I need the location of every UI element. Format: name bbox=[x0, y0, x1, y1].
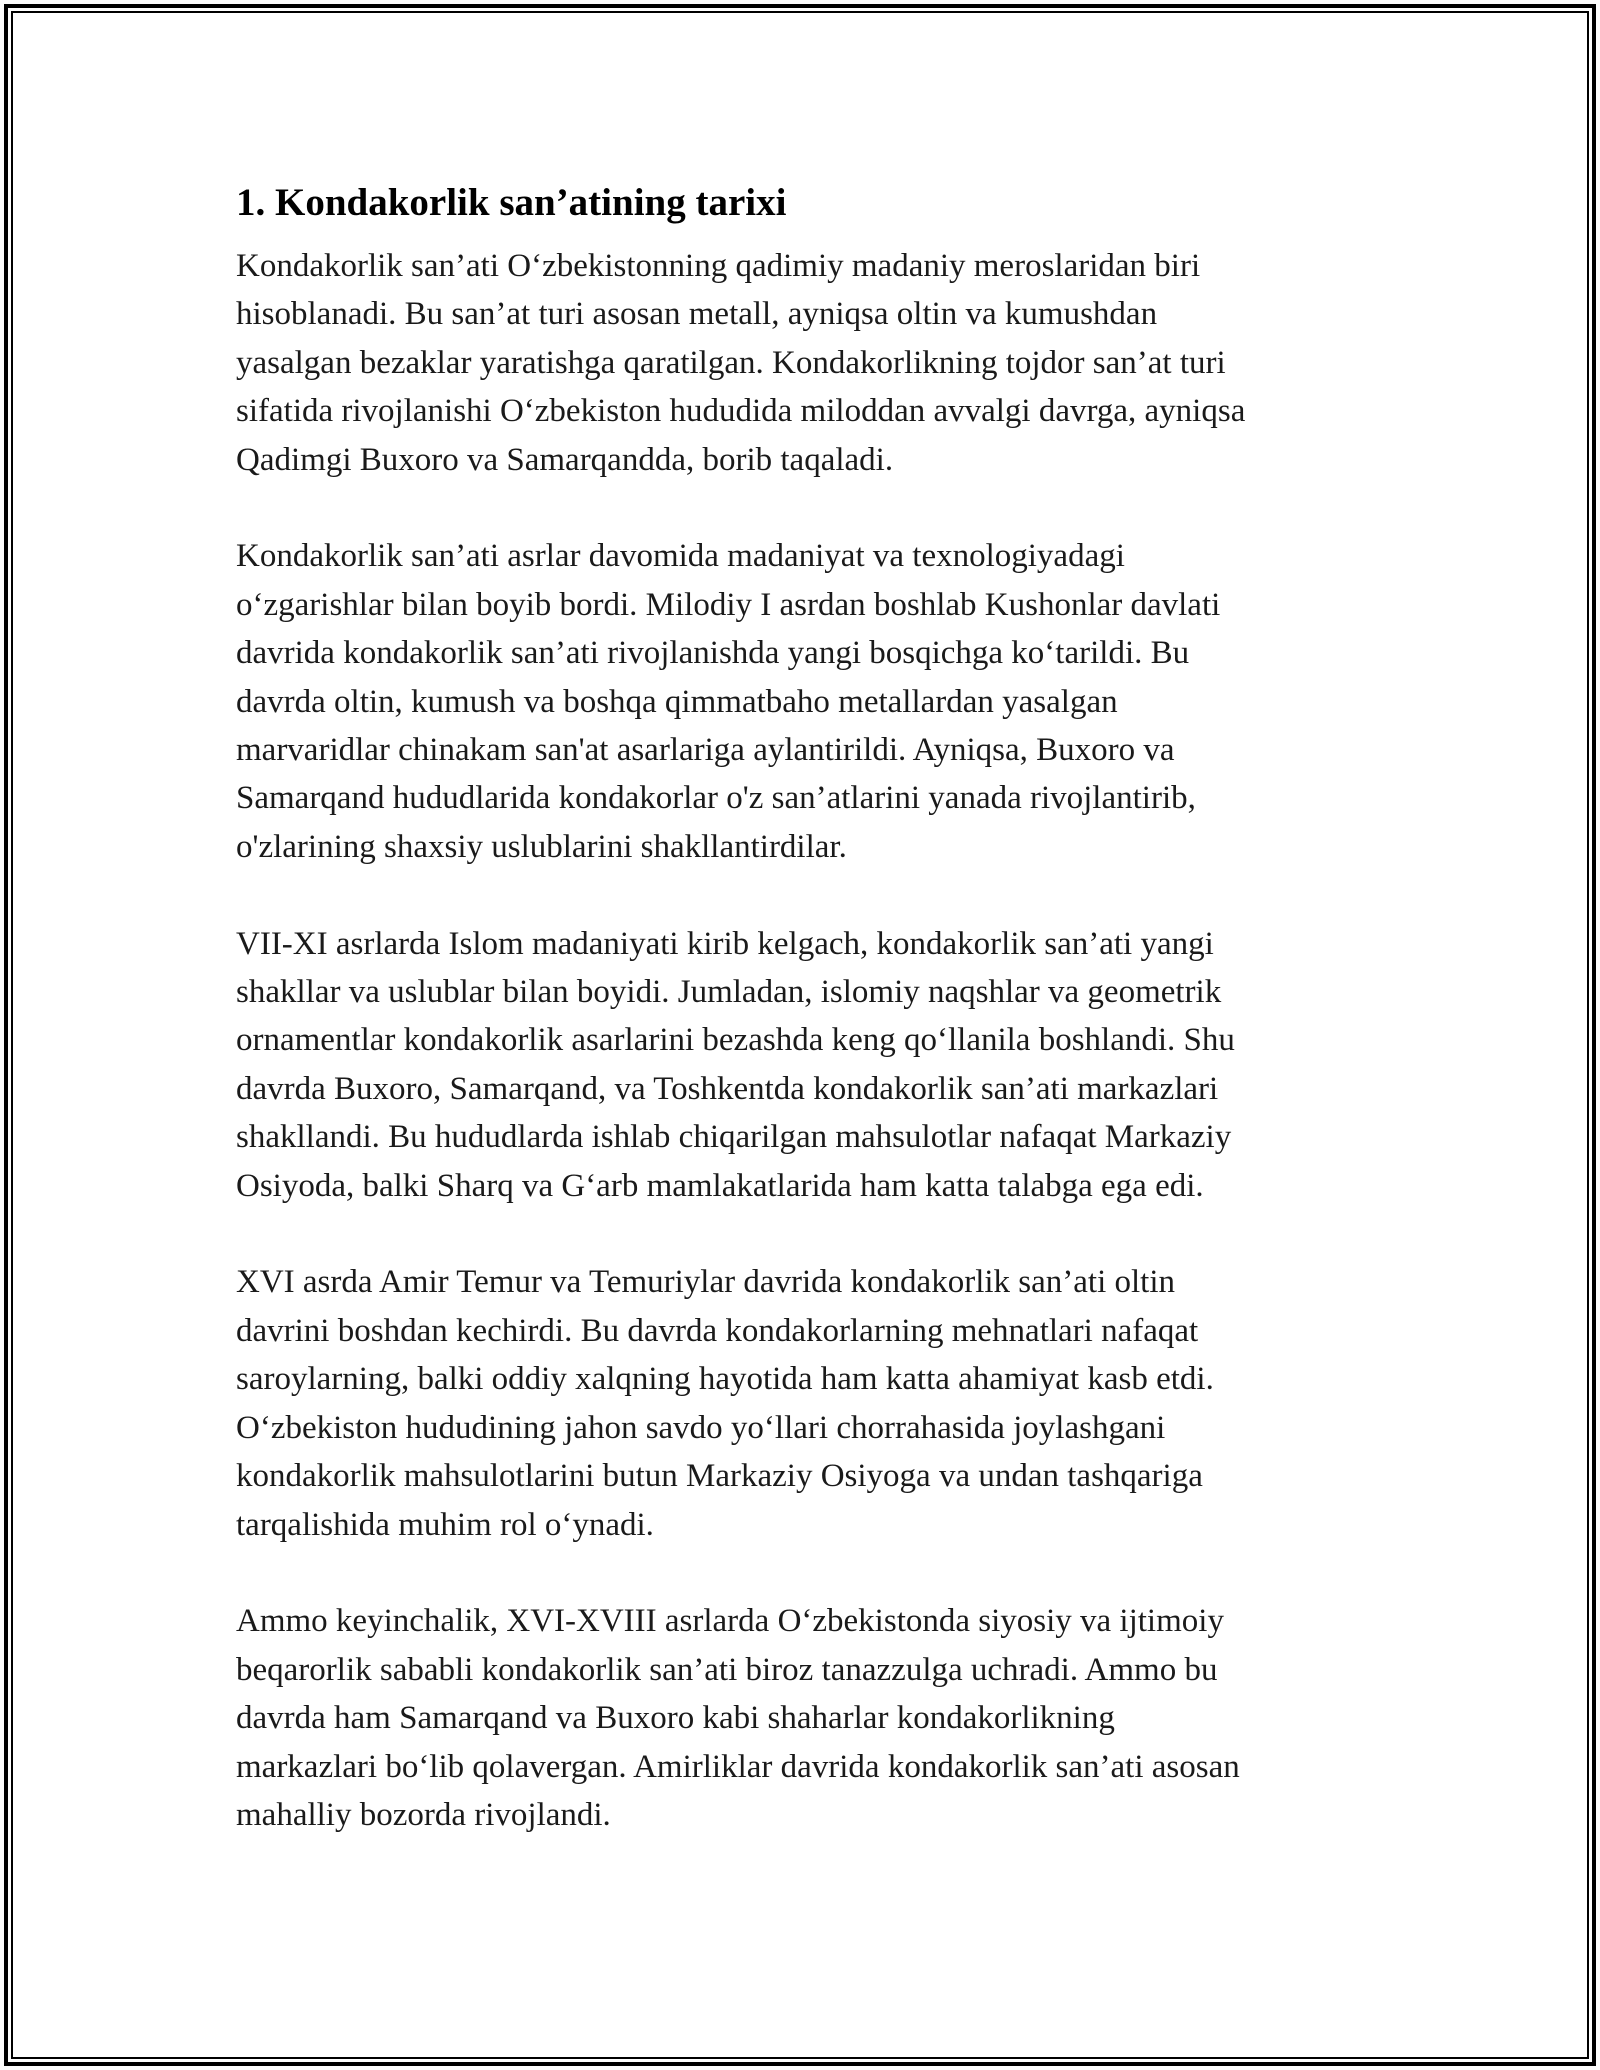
paragraph-line: shakllandi. Bu hududlarda ishlab chiqarilgan mahsulotlar nafaqat Markaziy bbox=[236, 1119, 1232, 1156]
paragraph-line: hisoblanadi. Bu san’at turi asosan metall, ayniqsa oltin va kumushdan bbox=[236, 296, 1158, 333]
document-title: 1. Kondakorlik san’atining tarixi bbox=[236, 181, 787, 224]
paragraph-line: Qadimgi Buxoro va Samarqandda, borib taqaladi. bbox=[236, 441, 894, 478]
paragraph-line: tarqalishida muhim rol o‘ynadi. bbox=[236, 1506, 654, 1543]
paragraph-1 bbox=[236, 242, 1376, 484]
paragraph-line: VII-XI asrlarda Islom madaniyati kirib kelgach, kondakorlik san’ati yangi bbox=[236, 925, 1214, 962]
paragraph-line: yasalgan bezaklar yaratishga qaratilgan. Kondakorlikning tojdor san’at turi bbox=[236, 344, 1226, 381]
paragraph-line: Samarqand hududlarida kondakorlar o'z san’atlarini yanada rivojlantirib, bbox=[236, 780, 1196, 817]
paragraph-line: marvaridlar chinakam san'at asarlariga aylantirildi. Ayniqsa, Buxoro va bbox=[236, 732, 1175, 769]
paragraph-3 bbox=[236, 920, 1376, 1210]
paragraph-line: XVI asrda Amir Temur va Temuriylar davrida kondakorlik san’ati oltin bbox=[236, 1264, 1176, 1301]
paragraph-line: ornamentlar kondakorlik asarlarini bezashda keng qo‘llanila boshlandi. Shu bbox=[236, 1022, 1235, 1059]
paragraph-line: markazlari bo‘lib qolavergan. Amirliklar davrida kondakorlik san’ati asosan bbox=[236, 1748, 1240, 1785]
paragraph-line: Kondakorlik san’ati asrlar davomida madaniyat va texnologiyadagi bbox=[236, 538, 1125, 575]
paragraph-line: Kondakorlik san’ati O‘zbekistonning qadimiy madaniy meroslaridan biri bbox=[236, 248, 1201, 284]
paragraph-line: sifatida rivojlanishi O‘zbekiston hududida miloddan avvalgi davrga, ayniqsa bbox=[236, 393, 1246, 430]
paragraph-line: shakllar va uslublar bilan boyidi. Jumladan, islomiy naqshlar va geometrik bbox=[236, 974, 1222, 1011]
paragraph-line: O‘zbekiston hududining jahon savdo yo‘llari chorrahasida joylashgani bbox=[236, 1409, 1166, 1446]
paragraph-line: saroylarning, balki oddiy xalqning hayotida ham katta ahamiyat kasb etdi. bbox=[236, 1361, 1214, 1398]
paragraph-line: o‘zgarishlar bilan boyib bordi. Milodiy I asrdan boshlab Kushonlar davlati bbox=[236, 586, 1221, 623]
paragraph-line: davrida kondakorlik san’ati rivojlanishda yangi bosqichga ko‘tarildi. Bu bbox=[236, 635, 1190, 672]
paragraph-2 bbox=[236, 532, 1376, 871]
paragraph-line: kondakorlik mahsulotlarini butun Markaziy Osiyoga va undan tashqariga bbox=[236, 1458, 1203, 1495]
paragraph-line: mahalliy bozorda rivojlandi. bbox=[236, 1796, 611, 1833]
paragraph-line: davrini boshdan kechirdi. Bu davrda kondakorlarning mehnatlari nafaqat bbox=[236, 1312, 1199, 1349]
paragraph-5 bbox=[236, 1597, 1376, 1839]
paragraph-line: davrda Buxoro, Samarqand, va Toshkentda kondakorlik san’ati markazlari bbox=[236, 1070, 1219, 1107]
paragraph-4 bbox=[236, 1258, 1376, 1548]
paragraph-line: o'zlarining shaxsiy uslublarini shakllantirdilar. bbox=[236, 828, 847, 865]
paragraph-line: Osiyoda, balki Sharq va G‘arb mamlakatlarida ham katta talabga ega edi. bbox=[236, 1167, 1204, 1204]
paragraph-line: davrda oltin, kumush va boshqa qimmatbaho metallardan yasalgan bbox=[236, 683, 1118, 720]
paragraph-line: Ammo keyinchalik, XVI-XVIII asrlarda O‘zbekistonda siyosiy va ijtimoiy bbox=[236, 1603, 1224, 1640]
document-body bbox=[236, 178, 1376, 1888]
paragraph-line: beqarorlik sababli kondakorlik san’ati biroz tanazzulga uchradi. Ammo bu bbox=[236, 1651, 1218, 1688]
paragraph-line: davrda ham Samarqand va Buxoro kabi shaharlar kondakorlikning bbox=[236, 1700, 1115, 1737]
